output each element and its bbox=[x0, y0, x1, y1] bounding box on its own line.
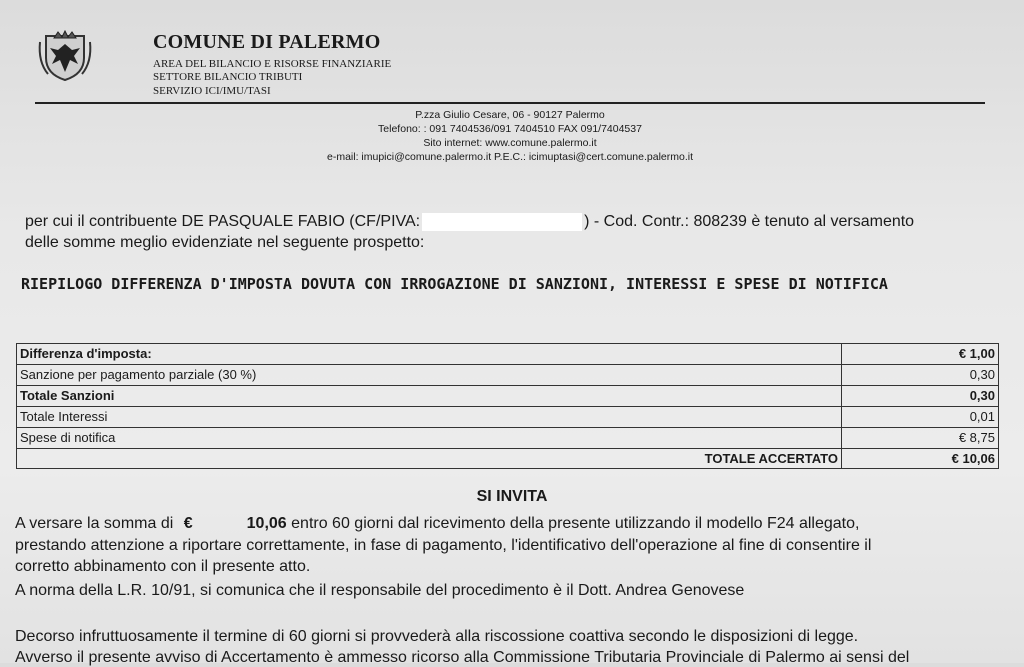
summary-title: RIEPILOGO DIFFERENZA D'IMPOSTA DOVUTA CON IRROGAZIONE DI SANZIONI, INTERESSI E SPESE DI NOTIFICA bbox=[21, 275, 888, 293]
header-title: COMUNE DI PALERMO bbox=[153, 31, 381, 53]
total-value: € 10,06 bbox=[842, 449, 999, 469]
header-line-servizio: SERVIZIO ICI/IMU/TASI bbox=[153, 85, 271, 97]
contact-phone: Telefono: : 091 7404536/091 7404510 FAX 091/7404537 bbox=[378, 123, 642, 135]
responsible-notice: A norma della L.R. 10/91, si comunica che il responsabile del procedimento è il Dott. Andrea Genovese bbox=[15, 582, 745, 599]
header-line-settore: SETTORE BILANCIO TRIBUTI bbox=[153, 71, 303, 83]
row-value: 0,01 bbox=[842, 407, 999, 428]
invita-heading: SI INVITA bbox=[476, 488, 548, 505]
header-divider bbox=[35, 102, 985, 104]
intro-line-1 bbox=[25, 212, 914, 232]
total-row bbox=[17, 449, 999, 469]
table-row bbox=[17, 386, 999, 407]
payment-amount: 10,06 bbox=[246, 515, 287, 532]
payment-instruction-line-1 bbox=[15, 514, 859, 533]
intro-line-2: delle somme meglio evidenziate nel seguente prospetto: bbox=[25, 234, 425, 251]
currency-symbol: € bbox=[183, 515, 193, 532]
table-row bbox=[17, 365, 999, 386]
row-value: € 8,75 bbox=[842, 428, 999, 449]
contact-address: P.zza Giulio Cesare, 06 - 90127 Palermo bbox=[415, 109, 605, 121]
table-row bbox=[17, 344, 999, 365]
row-value: 0,30 bbox=[842, 365, 999, 386]
payment-text-b: entro 60 giorni dal ricevimento della presente utilizzando il modello F24 allegato, bbox=[291, 515, 860, 532]
total-label: TOTALE ACCERTATO bbox=[17, 449, 842, 469]
table-row bbox=[17, 428, 999, 449]
palermo-crest-logo bbox=[36, 28, 94, 84]
payment-instruction-line-3: corretto abbinamento con il presente atto. bbox=[15, 558, 311, 575]
row-label: Differenza d'imposta: bbox=[17, 344, 842, 365]
row-value: 0,30 bbox=[842, 386, 999, 407]
redacted-tax-id bbox=[422, 213, 582, 231]
contact-email: e-mail: imupici@comune.palermo.it P.E.C.: icimuptasi@cert.comune.palermo.it bbox=[326, 151, 693, 163]
row-label: Spese di notifica bbox=[17, 428, 842, 449]
header-line-area: AREA DEL BILANCIO E RISORSE FINANZIARIE bbox=[153, 58, 392, 70]
appeal-notice: Avverso il presente avviso di Accertamento è ammesso ricorso alla Commissione Tributaria Provinciale di Palermo ai sensi del bbox=[15, 649, 910, 666]
contact-website: Sito internet: www.comune.palermo.it bbox=[423, 137, 597, 149]
table-row bbox=[17, 407, 999, 428]
intro-text-a: per cui il contribuente DE PASQUALE FABIO (CF/PIVA: bbox=[25, 213, 421, 230]
row-label: Sanzione per pagamento parziale (30 %) bbox=[17, 365, 842, 386]
summary-table bbox=[16, 343, 999, 469]
payment-text-a: A versare la somma di bbox=[15, 515, 174, 532]
row-label: Totale Sanzioni bbox=[17, 386, 842, 407]
collection-notice: Decorso infruttuosamente il termine di 60 giorni si provvederà alla riscossione coattiva secondo le disposizioni di legge. bbox=[15, 628, 859, 645]
row-value: € 1,00 bbox=[842, 344, 999, 365]
intro-text-b: ) - Cod. Contr.: 808239 è tenuto al versamento bbox=[584, 213, 915, 230]
payment-instruction-line-2: prestando attenzione a riportare correttamente, in fase di pagamento, l'identificativo dell'operazione al fine di consentire il bbox=[15, 537, 872, 554]
row-label: Totale Interessi bbox=[17, 407, 842, 428]
